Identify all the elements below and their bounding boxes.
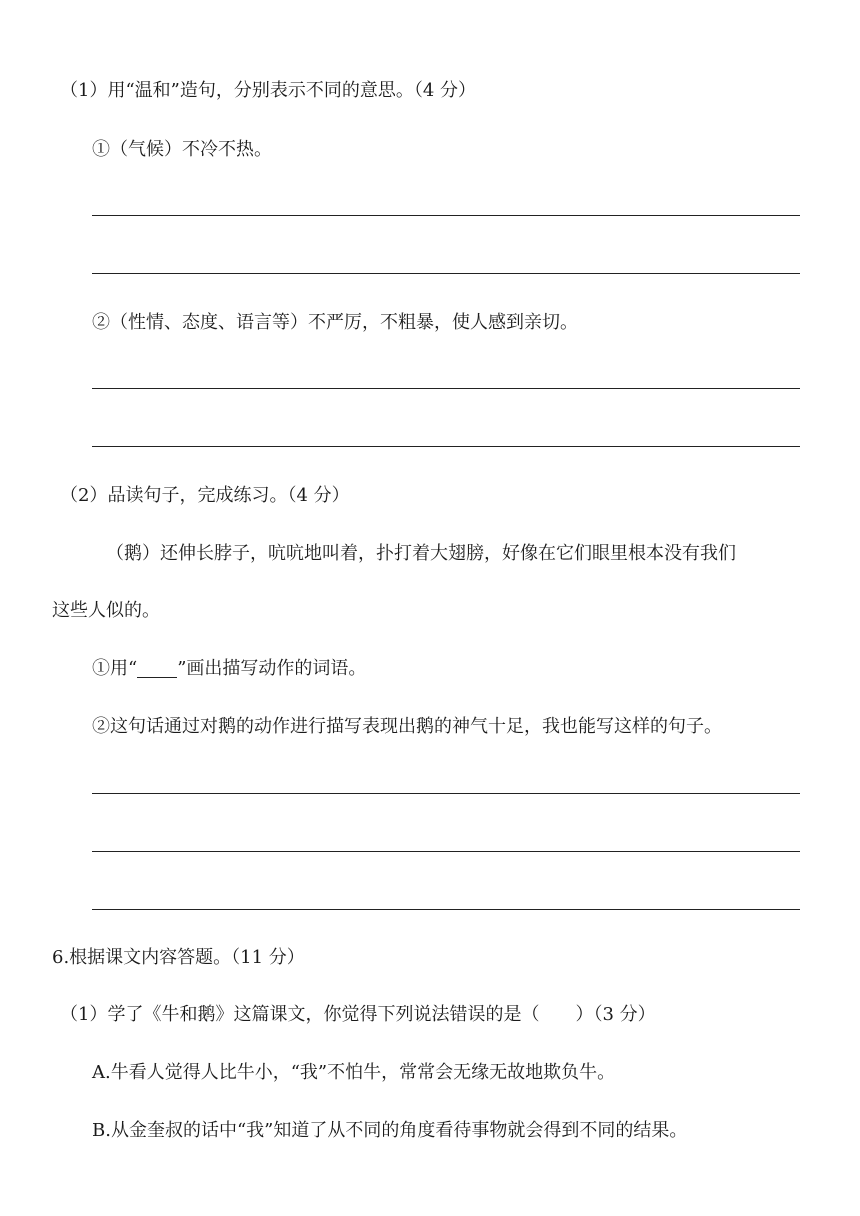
passage-line-2: 这些人似的。 <box>52 600 160 621</box>
part2-item1 <box>92 657 366 681</box>
option-b: B.从金奎叔的话中“我”知道了从不同的角度看待事物就会得到不同的结果。 <box>92 1120 688 1141</box>
part2-heading: （2）品读句子，完成练习。（4 分） <box>60 485 350 506</box>
answer-line[interactable] <box>92 388 800 389</box>
underline-blank <box>137 659 177 678</box>
passage-line-1: （鹅）还伸长脖子，吭吭地叫着，扑打着大翅膀，好像在它们眼里根本没有我们 <box>106 543 736 564</box>
item1-text-after: ”画出描写动作的词语。 <box>177 658 367 679</box>
part1-item1: ①（气候）不冷不热。 <box>92 139 272 160</box>
part1-heading: （1）用“温和”造句，分别表示不同的意思。（4 分） <box>60 80 477 101</box>
question6-heading: 6.根据课文内容答题。（11 分） <box>52 947 305 968</box>
answer-line[interactable] <box>92 273 800 274</box>
answer-line[interactable] <box>92 909 800 910</box>
question6-sub1: （1）学了《牛和鹅》这篇课文，你觉得下列说法错误的是（ ）（3 分） <box>60 1004 656 1025</box>
answer-line[interactable] <box>92 793 800 794</box>
answer-line[interactable] <box>92 215 800 216</box>
answer-line[interactable] <box>92 446 800 447</box>
part1-item2: ②（性情、态度、语言等）不严厉，不粗暴，使人感到亲切。 <box>92 312 578 333</box>
part2-item2: ②这句话通过对鹅的动作进行描写表现出鹅的神气十足，我也能写这样的句子。 <box>92 716 722 737</box>
answer-line[interactable] <box>92 851 800 852</box>
option-a: A.牛看人觉得人比牛小，“我”不怕牛，常常会无缘无故地欺负牛。 <box>92 1062 616 1083</box>
item1-text-before: ①用“ <box>92 658 138 679</box>
